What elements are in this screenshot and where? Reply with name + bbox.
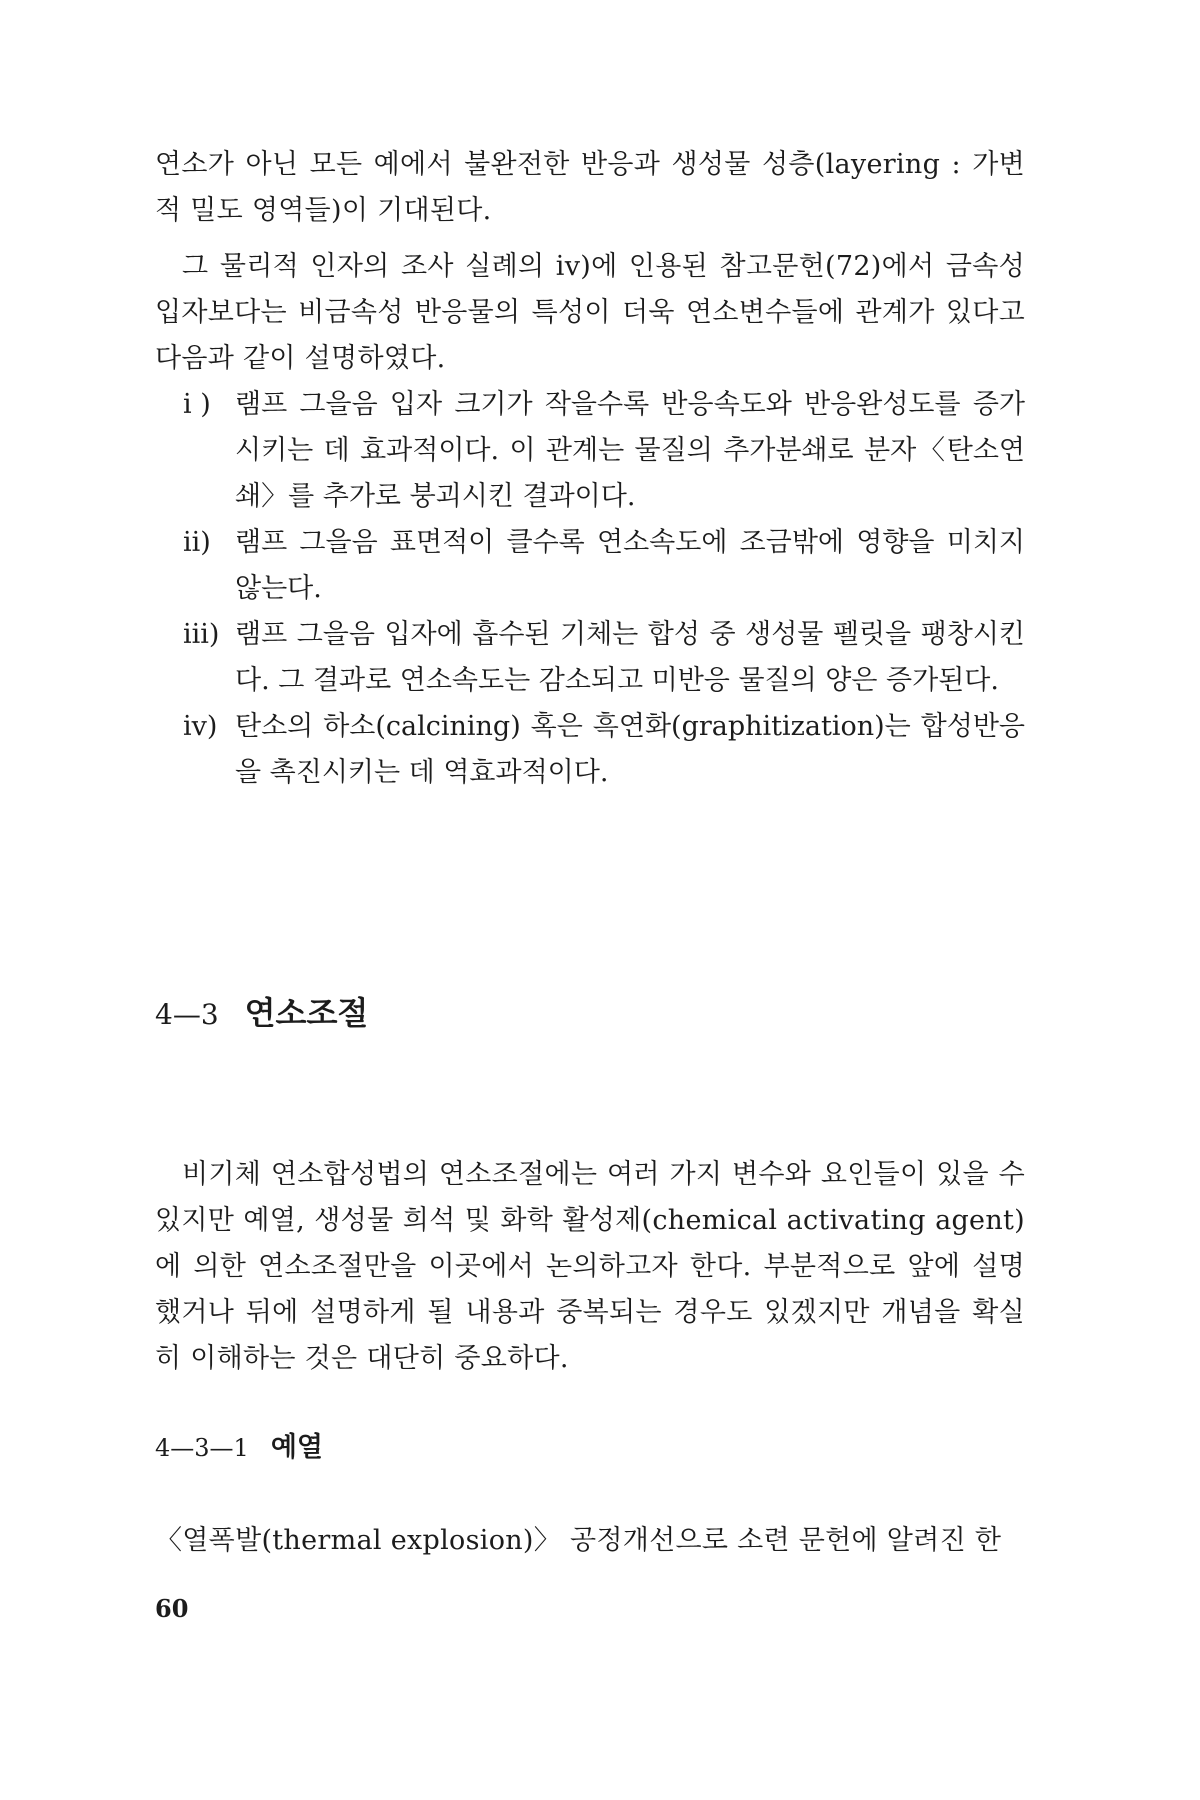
list-marker: iv) — [183, 711, 218, 742]
list-item — [155, 520, 1025, 612]
section-title: 연소조절 — [244, 994, 369, 1032]
list-item — [155, 382, 1025, 520]
paragraph-combustion-control: 비기체 연소합성법의 연소조절에는 여러 가지 변수와 요인들이 있을 수 있지만 예열, 생성물 희석 및 화학 활성제(chemical activating agent)에 의한 연소조절만을 이곳에서 논의하고자 한다. 부분적으로 앞에 설명했거나 뒤에 설명하게 될 내용과 중복되는 경우도 있겠지만 개념을 확실히 이해하는 것은 대단히 중요하다. — [155, 1159, 1025, 1374]
subsection-title: 예열 — [270, 1432, 323, 1463]
paragraph-reference-72: 그 물리적 인자의 조사 실례의 iv)에 인용된 참고문헌(72)에서 금속성 입자보다는 비금속성 반응물의 특성이 더욱 연소변수들에 관계가 있다고 다음과 같이 설명하였다. — [155, 251, 1025, 374]
list-marker: iii) — [183, 619, 220, 650]
list-marker: i ) — [183, 389, 211, 420]
subsection-number: 4—3—1 — [155, 1434, 249, 1462]
section-number: 4—3 — [155, 998, 219, 1031]
paragraph-thermal-explosion: 〈열폭발(thermal explosion)〉 공정개선으로 소련 문헌에 알려진 한 — [155, 1525, 1002, 1556]
list-item-text: 램프 그을음 입자 크기가 작을수록 반응속도와 반응완성도를 증가시키는 데 효과적이다. 이 관계는 물질의 추가분쇄로 분자〈탄소연쇄〉를 추가로 붕괴시킨 결과이다. — [235, 389, 1025, 512]
list-item-text: 탄소의 하소(calcining) 혹은 흑연화(graphitization)는 합성반응을 촉진시키는 데 역효과적이다. — [235, 711, 1025, 788]
list-marker: ii) — [183, 527, 211, 558]
list-item-text: 램프 그을음 표면적이 클수록 연소속도에 조금밖에 영향을 미치지 않는다. — [235, 527, 1025, 604]
subsection-heading — [155, 1425, 323, 1471]
list-item — [155, 612, 1025, 704]
paragraph-layering: 연소가 아닌 모든 예에서 불완전한 반응과 생성물 성층(layering : 가변적 밀도 영역들)이 기대된다. — [155, 149, 1025, 226]
page-number: 60 — [155, 1594, 189, 1623]
list-item — [155, 704, 1025, 796]
findings-list — [155, 382, 1025, 796]
list-item-text: 램프 그을음 입자에 흡수된 기체는 합성 중 생성물 펠릿을 팽창시킨다. 그 결과로 연소속도는 감소되고 미반응 물질의 양은 증가된다. — [235, 619, 1025, 696]
section-heading — [155, 990, 368, 1038]
